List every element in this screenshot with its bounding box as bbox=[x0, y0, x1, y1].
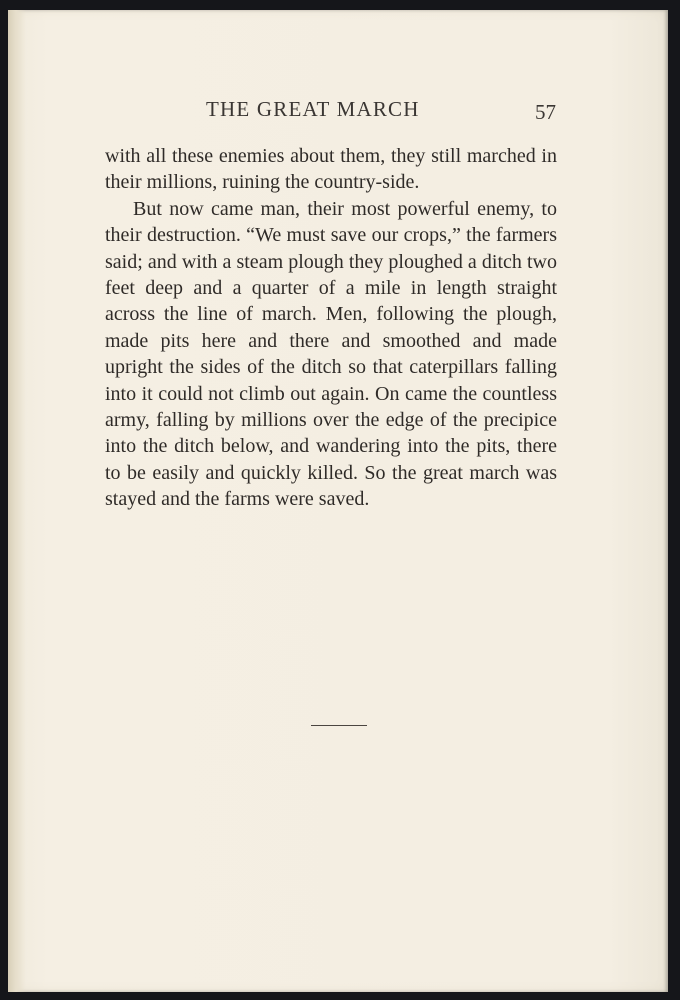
paragraph-continued: with all these enemies about them, they still marched in their millions, ruining the country-side. bbox=[105, 145, 557, 194]
page-gutter bbox=[8, 10, 26, 992]
body-text bbox=[105, 143, 557, 513]
page-number: 57 bbox=[535, 100, 556, 124]
book-page bbox=[8, 10, 668, 992]
running-head bbox=[8, 97, 668, 127]
paragraph-main: But now came man, their most powerful enemy, to their destruction. “We must save our crops,” the farmers said; and with a steam plough they ploughed a ditch two feet deep and a quarter of a mile in length straight across the line of march. Men, following the plough, made pits here and there and smoothed and made upright the sides of the ditch so that caterpillars falling into it could not climb out again. On came the countless army, falling by millions over the edge of the precipice into the ditch below, and wandering into the pits, there to be easily and quickly killed. So the great march was stayed and the farms were saved. bbox=[105, 197, 557, 511]
running-title: THE GREAT MARCH bbox=[206, 97, 420, 121]
section-end-rule bbox=[311, 725, 367, 726]
